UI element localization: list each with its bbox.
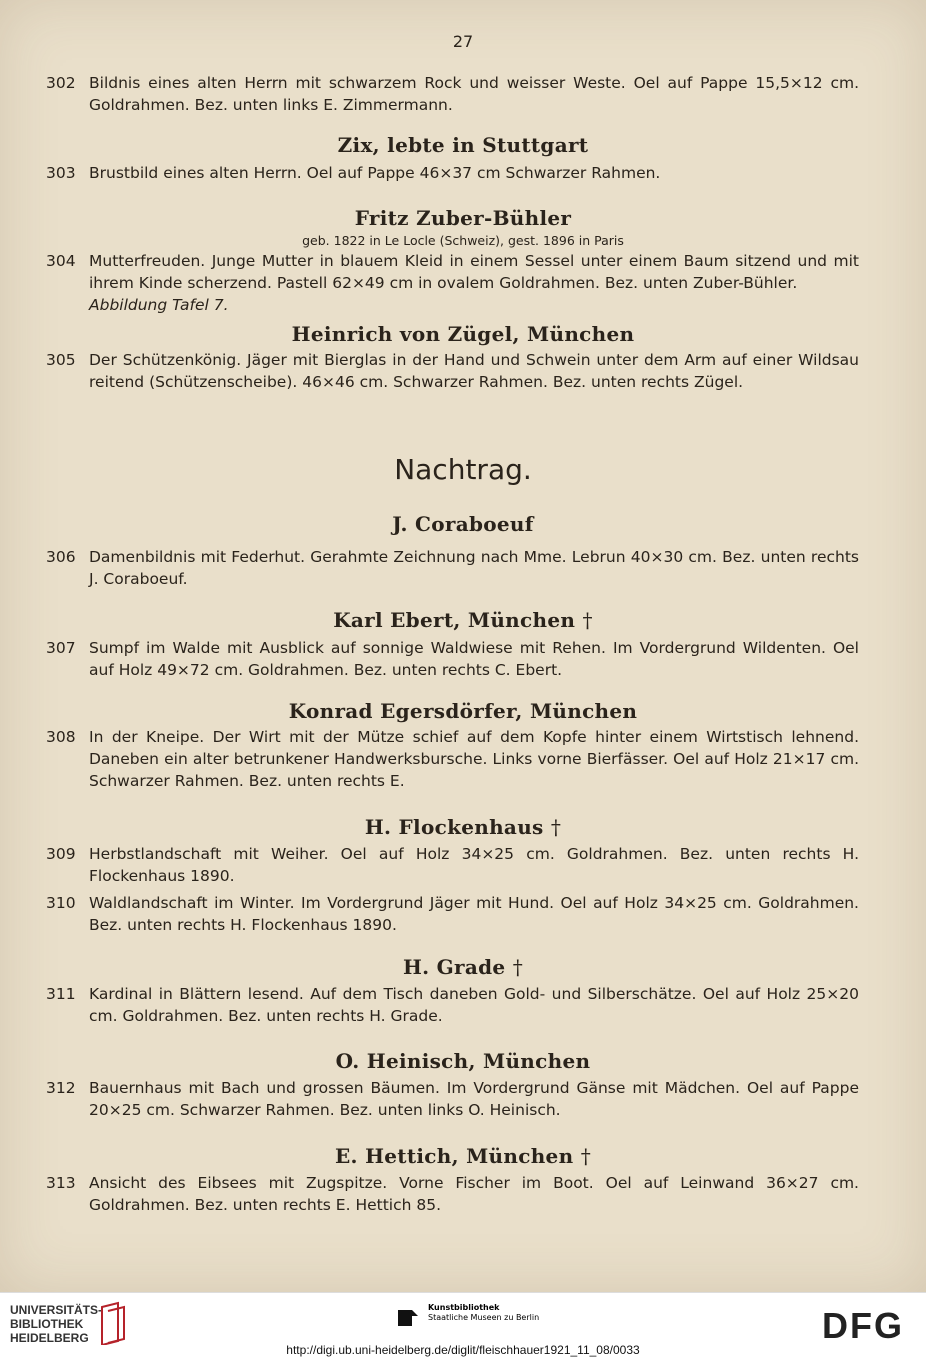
entry-number: 313 (46, 1174, 76, 1192)
kb-line-1: Kunstbibliothek (428, 1303, 500, 1312)
ub-line-2: BIBLIOTHEK (10, 1317, 84, 1331)
artist-name: Karl Ebert, München (333, 608, 576, 632)
entry-text: Mutterfreuden. Junge Mutter in blauem Kleid in einem Sessel unter einem Baum sitzend und mit ihrem Kinde scherzend. Pastell 62×49 cm in ovalem Goldrahmen. Bez. unten Zuber-Bühler. (89, 252, 859, 292)
entry-number: 310 (46, 894, 76, 912)
ub-line-1: UNIVERSITÄTS- (10, 1303, 103, 1317)
artist-name: H. Flockenhaus (364, 815, 544, 839)
source-url-link[interactable]: http://digi.ub.uni-heidelberg.de/diglit/fleischhauer1921_11_08/0033 (286, 1343, 640, 1357)
page-number: 27 (452, 32, 474, 51)
ub-heidelberg-logo-text[interactable] (10, 1303, 102, 1345)
entry-number: 312 (46, 1079, 76, 1097)
entry-number: 308 (46, 728, 76, 746)
ub-heidelberg-emblem-icon (98, 1301, 130, 1345)
entry-number: 311 (46, 985, 76, 1003)
artist-heading: J. Coraboeuf (392, 512, 534, 536)
entry-text: Der Schützenkönig. Jäger mit Bierglas in der Hand und Schwein unter dem Arm auf einer Wildsau reitend (Schützenscheibe). 46×46 cm. Schwarzer Rahmen. Bez. unten rechts Zügel. (89, 351, 859, 391)
entry-text: Kardinal in Blättern lesend. Auf dem Tisch daneben Gold- und Silberschätze. Oel auf Holz 25×20 cm. Goldrahmen. Bez. unten rechts H. Grade. (89, 985, 859, 1025)
entry-text: Ansicht des Eibsees mit Zugspitze. Vorne Fischer im Boot. Oel auf Leinwand 36×27 cm. Goldrahmen. Bez. unten rechts E. Hettich 85. (89, 1174, 859, 1214)
entry-text: Bauernhaus mit Bach und grossen Bäumen. Im Vordergrund Gänse mit Mädchen. Oel auf Pappe 20×25 cm. Schwarzer Rahmen. Bez. unten links O. Heinisch. (89, 1079, 859, 1119)
entry-number: 309 (46, 845, 76, 863)
artist-heading (0, 1144, 926, 1168)
dagger-mark: † (512, 955, 524, 979)
entry-number: 307 (46, 639, 76, 657)
artist-name: E. Hettich, München (335, 1144, 574, 1168)
entry-number: 303 (46, 164, 76, 182)
kunstbibliothek-label[interactable] (428, 1303, 539, 1323)
artist-heading: Zix, lebte in Stuttgart (337, 133, 589, 157)
entry-text: Waldlandschaft im Winter. Im Vordergrund Jäger mit Hund. Oel auf Holz 34×25 cm. Goldrahmen. Bez. unten rechts H. Flockenhaus 1890. (89, 894, 859, 934)
entry-text: Bildnis eines alten Herrn mit schwarzem Rock und weisser Weste. Oel auf Pappe 15,5×12 cm. Goldrahmen. Bez. unten links E. Zimmermann. (89, 74, 859, 114)
ub-line-3: HEIDELBERG (10, 1331, 89, 1345)
artist-heading: Heinrich von Zügel, München (291, 322, 635, 346)
artist-dates: geb. 1822 in Le Locle (Schweiz), gest. 1896 in Paris (302, 233, 624, 248)
entry-text: Damenbildnis mit Federhut. Gerahmte Zeichnung nach Mme. Lebrun 40×30 cm. Bez. unten rechts J. Coraboeuf. (89, 548, 859, 588)
kb-line-2: Staatliche Museen zu Berlin (428, 1313, 540, 1322)
dagger-mark: † (582, 608, 593, 632)
entry-text: In der Kneipe. Der Wirt mit der Mütze schief auf dem Kopfe hinter einem Wirtstisch lehnend. Daneben ein alter betrunkener Handwerksbursche. Links vorne Bierfässer. Oel auf Holz 21×17 cm. Schwarzer Rahmen. Bez. unten rechts E. (89, 728, 859, 790)
dagger-mark: † (580, 1144, 591, 1168)
dagger-mark: † (550, 815, 562, 839)
artist-name: H. Grade (402, 955, 506, 979)
artist-heading (0, 955, 926, 979)
entry-text: Sumpf im Walde mit Ausblick auf sonnige Waldwiese mit Rehen. Im Vordergrund Wildenten. Oel auf Holz 49×72 cm. Goldrahmen. Bez. unten rechts C. Ebert. (89, 639, 859, 679)
entry-text: Herbstlandschaft mit Weiher. Oel auf Holz 34×25 cm. Goldrahmen. Bez. unten rechts H. Flockenhaus 1890. (89, 845, 859, 885)
entry-number: 302 (46, 74, 76, 92)
entry-body (89, 250, 859, 316)
kunstbibliothek-logo-icon (396, 1306, 420, 1330)
footer-bar (0, 1292, 926, 1359)
artist-heading (0, 815, 926, 839)
artist-heading: Fritz Zuber-Bühler (354, 206, 572, 230)
entry-number: 305 (46, 351, 76, 369)
dfg-logo[interactable]: DFG (822, 1305, 904, 1346)
entry-text: Brustbild eines alten Herrn. Oel auf Pappe 46×37 cm Schwarzer Rahmen. (89, 164, 661, 182)
section-title: Nachtrag. (394, 453, 532, 486)
entry-note: Abbildung Tafel 7. (89, 296, 229, 314)
artist-heading: O. Heinisch, München (335, 1049, 591, 1073)
artist-heading (0, 608, 926, 632)
entry-number: 304 (46, 252, 76, 270)
entry-number: 306 (46, 548, 76, 566)
artist-heading: Konrad Egersdörfer, München (288, 699, 638, 723)
